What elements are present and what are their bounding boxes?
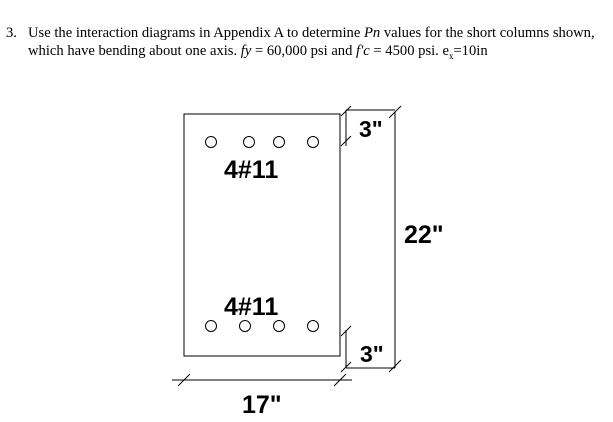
ex-subscript: x (448, 50, 454, 61)
top-cover-label: 3" (359, 116, 383, 142)
fy-value: = 60,000 psi and (251, 43, 357, 59)
top-bars-label: 4#11 (224, 156, 279, 184)
top-rebar-layer (206, 137, 319, 148)
pn-symbol: Pn (363, 25, 381, 41)
rebar-circle (206, 137, 217, 148)
fc-symbol: f′c (356, 43, 370, 59)
fc-value: = 4500 psi. e (369, 43, 449, 59)
problem-text: Use the interaction diagrams in Appendix A to determine (28, 25, 364, 41)
width-label: 17" (242, 391, 282, 419)
rebar-circle (308, 321, 319, 332)
problem-number: 3. (6, 25, 17, 41)
rebar-circle (244, 137, 255, 148)
problem-text: values for the short columns shown, (380, 25, 595, 41)
rebar-circle (274, 321, 285, 332)
width-dimension (172, 374, 352, 386)
rebar-circle (274, 137, 285, 148)
depth-label: 22" (404, 221, 444, 249)
ex-value: =10in (453, 43, 488, 59)
bottom-bars-label: 4#11 (224, 293, 279, 321)
depth-dimension (389, 106, 401, 372)
rebar-circle (308, 137, 319, 148)
bottom-cover-label: 3" (360, 341, 384, 367)
bottom-rebar-layer (206, 321, 319, 332)
rebar-circle (206, 321, 217, 332)
fy-symbol: fy (240, 43, 252, 59)
rebar-circle (240, 321, 251, 332)
problem-text: which have bending about one axis. (28, 43, 241, 59)
